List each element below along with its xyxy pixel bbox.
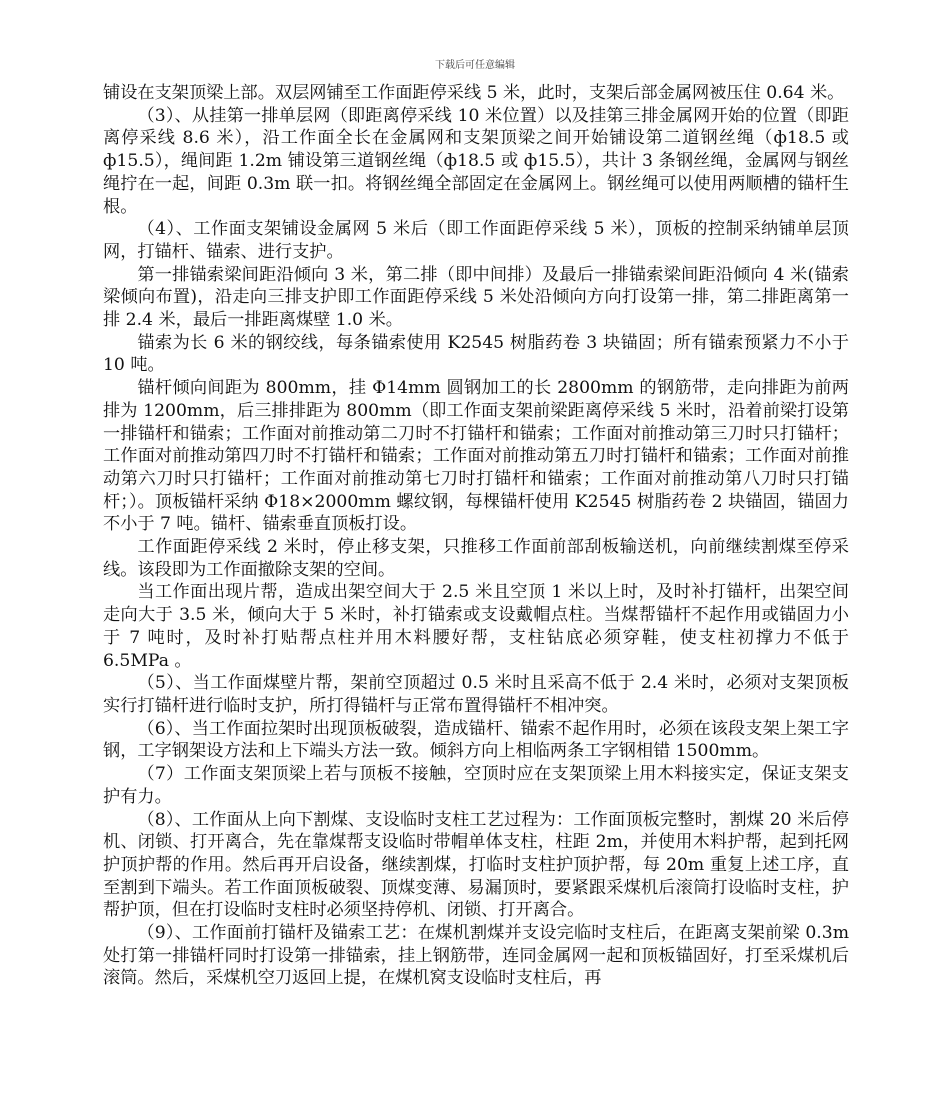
paragraph: （3）、从挂第一排单层网（即距离停采线 10 米位置）以及挂第三排金属网开始的位置（即距离停采线 8.6 米），沿工作面全长在金属网和支架顶梁之间开始铺设第二道钢丝绳（ф18.5 或 ф15.5），绳间距 1.2m 铺设第三道钢丝绳（ф18.5 或 ф15.5），共计 3 条钢丝绳，金属网与钢丝绳拧在一起，间距 0.3m 联一扣。将钢丝绳全部固定在金属网上。钢丝绳可以使用两顺槽的锚杆生根。 (103, 105, 849, 217)
document-body (103, 82, 849, 990)
paragraph: （9）、工作面前打锚杆及锚索工艺：在煤机割煤并支设完临时支柱后，在距离支架前梁 0.3m 处打第一排锚杆同时打设第一排锚索，挂上钢筋带，连同金属网一起和顶板锚固好，打至采煤机后滚筒。然后，采煤机空刀返回上提，在煤机窝支设临时支柱后，再 (103, 923, 849, 989)
paragraph: 工作面距停采线 2 米时，停止移支架，只推移工作面前部刮板输送机，向前继续割煤至停采线。该段即为工作面撤除支架的空间。 (103, 537, 849, 580)
paragraph: 当工作面出现片帮，造成出架空间大于 2.5 米且空顶 1 米以上时，及时补打锚杆，出架空间走向大于 3.5 米，倾向大于 5 米时，补打锚索或支设戴帽点柱。当煤帮锚杆不起作用或锚固力小于 7 吨时，及时补打贴帮点柱并用木料腰好帮，支柱钻底必须穿鞋，使支柱初撑力不低于 6.5MPa 。 (103, 582, 849, 671)
paragraph: 第一排锚索梁间距沿倾向 3 米，第二排（即中间排）及最后一排锚索梁间距沿倾向 4 米(锚索梁倾向布置)，沿走向三排支护即工作面距停采线 5 米处沿倾向方向打设第一排，第二排距离第一排 2.4 米，最后一排距离煤壁 1.0 米。 (103, 264, 849, 331)
paragraph: 铺设在支架顶梁上部。双层网铺至工作面距停采线 5 米，此时，支架后部金属网被压住 0.64 米。 (103, 83, 845, 103)
page-header: 下载后可任意编辑 (435, 60, 515, 71)
paragraph: 锚索为长 6 米的钢绞线，每条锚索使用 K2545 树脂药卷 3 块锚固；所有锚索预紧力不小于 10 吨。 (103, 332, 849, 376)
paragraph: 锚杆倾向间距为 800mm，挂 Φ14mm 圆钢加工的长 2800mm 的钢筋带，走向排距为前两排为 1200mm，后三排排距为 800mm（即工作面支架前梁距离停采线 5 米时，沿着前梁打设第一排锚杆和锚索；工作面对前推动第二刀时不打锚杆和锚索；工作面对前推动第三刀时只打锚杆；工作面对前推动第四刀时不打锚杆和锚索；工作面对前推动第五刀时打锚杆和锚索；工作面对前推动第六刀时只打锚杆；工作面对前推动第七刀时打锚杆和锚索；工作面对前推动第八刀时只打锚杆；）。顶板锚杆采纳 Φ18×2000mm 螺纹钢，每棵锚杆使用 K2545 树脂药卷 2 块锚固，锚固力不小于 7 吨。锚杆、锚索垂直顶板打设。 (103, 378, 849, 535)
paragraph: （4）、工作面支架铺设金属网 5 米后（即工作面距停采线 5 米），顶板的控制采纳铺单层顶网，打锚杆、锚索、进行支护。 (103, 219, 849, 262)
paragraph: （7）工作面支架顶梁上若与顶板不接触，空顶时应在支架顶梁上用木料接实定，保证支架支护有力。 (103, 764, 849, 807)
paragraph: （8）、工作面从上向下割煤、支设临时支柱工艺过程为：工作面顶板完整时，割煤 20 米后停机、闭锁、打开离合，先在靠煤帮支设临时带帽单体支柱，柱距 2m，并使用木料护帮，起到托网护顶护帮的作用。然后再开启设备，继续割煤，打临时支柱护顶护帮，每 20m 重复上述工序，直至割到下端头。若工作面顶板破裂、顶煤变薄、易漏顶时，要紧跟采煤机后滚筒打设临时支柱，护帮护顶，但在打设临时支柱时必须坚持停机、闭锁、打开离合。 (103, 809, 849, 921)
paragraph: （6）、当工作面拉架时出现顶板破裂，造成锚杆、锚索不起作用时，必须在该段支架上架工字钢，工字钢架设方法和上下端头方法一致。倾斜方向上相临两条工字钢相错 1500mm。 (103, 718, 849, 762)
paragraph: （5）、当工作面煤壁片帮，架前空顶超过 0.5 米时且采高不低于 2.4 米时，必须对支架顶板实行打锚杆进行临时支护，所打得锚杆与正常布置得锚杆不相冲突。 (103, 673, 849, 716)
